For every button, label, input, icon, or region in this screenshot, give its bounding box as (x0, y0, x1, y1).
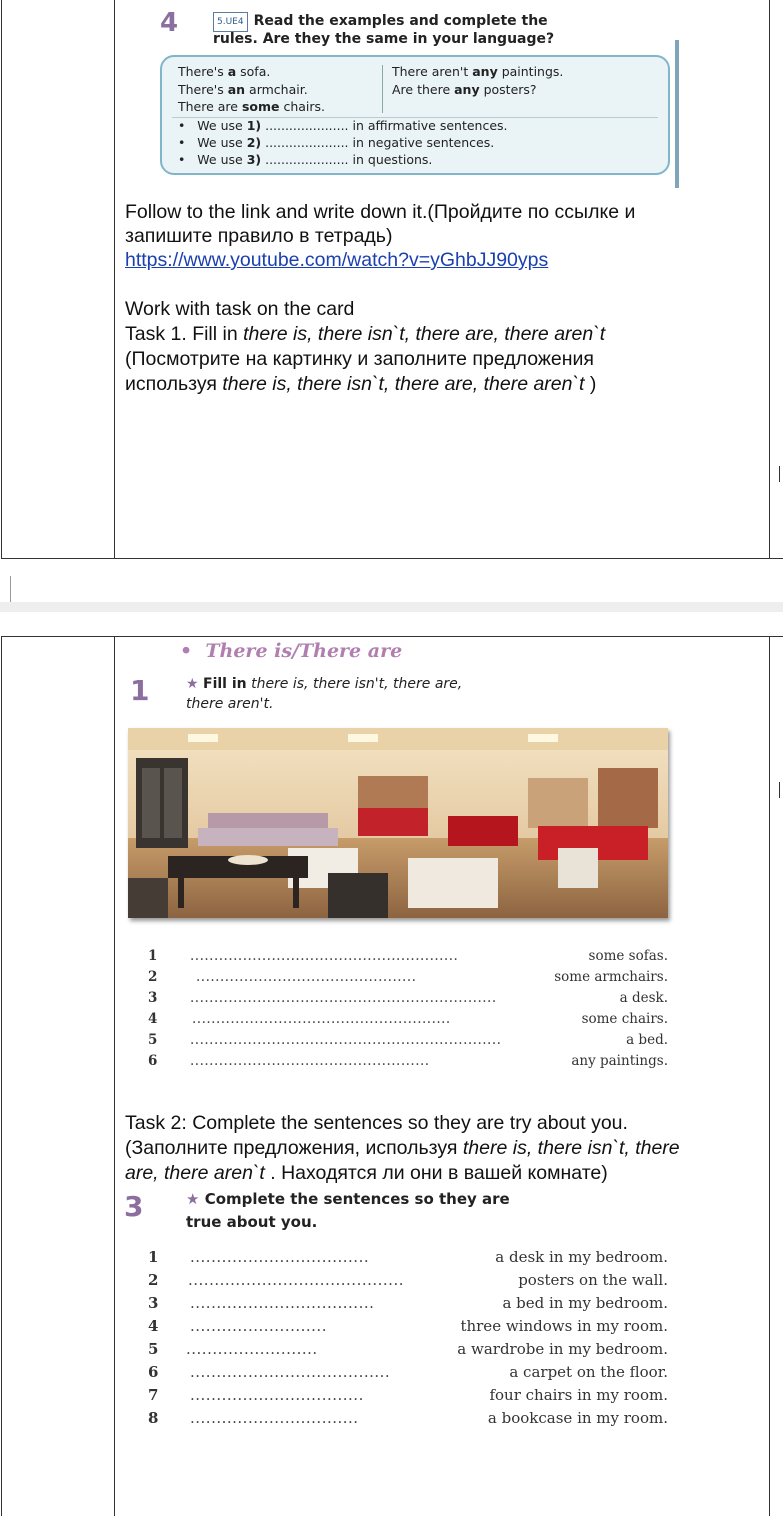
fill-item: 7 ................................. four chairs in my room. (148, 1386, 668, 1404)
rule-item: • We use 3) ..................... in questions. (178, 152, 433, 167)
rule-item: • We use 2) ..................... in negative sentences. (178, 135, 495, 150)
instruction-line-2: true about you. (186, 1213, 318, 1231)
fill-item: 3 ................................... a bed in my bedroom. (148, 1294, 668, 1312)
work-title: Work with task on the card (125, 298, 355, 320)
rule-item: • We use 1) ..................... in affirmative sentences. (178, 118, 508, 133)
table-column-divider (114, 0, 115, 558)
box-side-bar (675, 40, 679, 188)
follow-line-1: Follow to the link and write down it.(Пройдите по ссылке и (125, 201, 636, 223)
example-left (178, 63, 325, 116)
youtube-link[interactable]: https://www.youtube.com/watch?v=yGhbJJ90yps (125, 249, 549, 271)
fill-item: 1 .................................. a desk in my bedroom. (148, 1248, 668, 1266)
fill-item: 4 .......................... three windows in my room. (148, 1317, 668, 1335)
example-sentence: There are some chairs. (178, 99, 326, 114)
task2-line-2: (Заполните предложения, используя there is, there isn`t, there (125, 1137, 680, 1159)
fill-item: 2 ......................................... posters on the wall. (148, 1271, 668, 1289)
instruction-line-2: there aren't. (186, 696, 274, 712)
task2-line-1: Task 2: Complete the sentences so they are try about you. (125, 1112, 628, 1134)
fill-item: 5 ......................... a wardrobe in my bedroom. (148, 1340, 668, 1358)
fill-item: 6 ...................................... a carpet on the floor. (148, 1363, 668, 1381)
fill-item: 6 .................................................. any paintings. (148, 1053, 668, 1069)
cell-edge-mark (779, 466, 783, 482)
page-corner-mark (0, 576, 11, 604)
furniture-store-photo (128, 728, 668, 918)
exercise-number: 4 (160, 8, 179, 38)
table-left-border (1, 0, 2, 558)
fill-item: 8 ................................ a bookcase in my room. (148, 1409, 668, 1427)
follow-line-2: запишите правило в тетрадь) (125, 225, 393, 247)
subheading: • There is/There are (180, 640, 403, 662)
task1-line-3: используя there is, there isn`t, there are, there aren`t ) (125, 373, 597, 395)
table-right-border (769, 636, 770, 1516)
fill-item: 5 ................................................................. a bed. (148, 1032, 668, 1048)
cell-edge-mark (779, 782, 783, 798)
task1-line-1: Task 1. Fill in there is, there isn`t, there are, there aren`t (125, 323, 606, 345)
heading-line-1: Read the examples and complete the (253, 13, 548, 29)
table-column-divider (114, 636, 115, 1516)
example-sentence: There's an armchair. (178, 81, 308, 97)
example-separator (382, 65, 383, 113)
rules-box (160, 55, 670, 175)
star-icon: ★ (186, 1190, 200, 1208)
table-left-border (1, 636, 2, 1516)
example-right (392, 63, 563, 98)
instruction-line-1: ★ Complete the sentences so they are (186, 1190, 510, 1208)
example-sentence: Are there any posters? (392, 81, 537, 97)
star-icon: ★ (186, 676, 199, 692)
task1-line-2: (Посмотрите на картинку и заполните предложения (125, 348, 594, 370)
heading-line-2: rules. Are they the same in your language? (213, 31, 555, 47)
example-sentence: There's a sofa. (178, 64, 271, 79)
unit-tag: 5.UE4 (213, 12, 248, 32)
exercise-number: 3 (124, 1190, 144, 1223)
instruction-line-1: ★ Fill in there is, there isn't, there are, (186, 676, 463, 692)
fill-item: 1 ........................................................ some sofas. (148, 948, 668, 964)
exercise-number: 1 (130, 674, 150, 707)
table-bottom-border (1, 558, 783, 559)
fill-item: 3 ................................................................ a desk. (148, 990, 668, 1006)
page-gap (0, 602, 783, 612)
exercise-heading (213, 12, 548, 32)
table-top-border (1, 636, 783, 637)
fill-item: 4 ...................................................... some chairs. (148, 1011, 668, 1027)
table-right-border (769, 0, 770, 558)
task2-line-3: are, there aren`t . Находятся ли они в вашей комнате) (125, 1162, 608, 1184)
example-sentence: There aren't any paintings. (392, 64, 564, 79)
fill-item: 2 .............................................. some armchairs. (148, 969, 668, 985)
